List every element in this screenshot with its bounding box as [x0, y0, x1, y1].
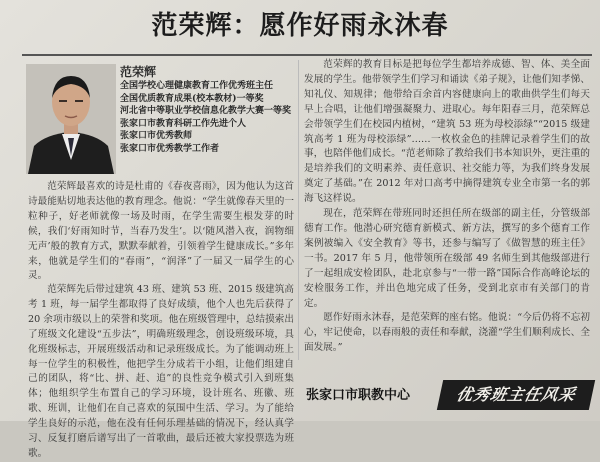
profile-name: 范荣辉 — [120, 65, 157, 79]
column-divider — [298, 60, 299, 360]
title-rule — [22, 54, 592, 56]
paragraph: 范荣辉先后带过建筑 43 班、建筑 53 班、2015 级建筑高考 1 班，每一届学生都取得了良好成绩，他个人也先后获得了 20 余项市级以上的荣誉和奖项。他在班级管理中，总结摸索出了班级文化建设“五步法”，明确班级理念，创设班级环境，具化班级标志，开展班级活动和记录班级成长。为了能调动班上每一位学生的积极性，他把学生分成若干小组，让他们组建自己的团队，将“比、拼、赶、追”的良性竞争模式引入到班集体；他组织学生布置自己的学习环境，设计班名、班徽、班歌、班训，让他们在自己喜欢的氛围中生活、学习。为了能给学生良好的示范，他在没有任何乐理基础的情况下，经认真学习、反复打磨后谱写出了一首歌曲，最后还被大家投票选为班歌。 — [28, 284, 294, 459]
left-column-bottom — [28, 283, 294, 459]
paragraph: 愿作好雨永沐春，是范荣辉的座右铭。他说：“今后仍将不忘初心，牢记使命，以春雨般的责任和奉献，浇灌“学生们顺利成长、全面发展。” — [304, 312, 590, 354]
article-title: 范荣辉：愿作好雨永沐春 — [151, 11, 449, 41]
paragraph: 范荣辉最喜欢的诗是杜甫的《春夜喜雨》，因为他认为这首诗最能贴切地表达他的教育理念。他说：“学生就像春天里的一粒种子，好老师就像一场及时雨，在学生需要生根发芽的时候，我们‘好雨知时节，当春乃发生’。以‘随风潜入夜，润物细无声’般的教育方式，默默奉献着，引领着学生健康成长。”多年来，他就是学生们的“春雨”，“润泽”了一届又一届学生的心灵。 — [28, 181, 294, 282]
footer-column-banner: 优秀班主任风采 — [437, 380, 595, 410]
profile-honor: 张家口市教育科研工作先进个人 — [120, 118, 247, 129]
footer-organization: 张家口市职教中心 — [306, 388, 411, 403]
profile-honor: 张家口市优秀教学工作者 — [120, 143, 220, 154]
right-column — [304, 58, 590, 363]
profile-honor: 河北省中等职业学校信息化教学大赛一等奖 — [120, 106, 292, 117]
portrait-image — [26, 64, 116, 174]
paragraph: 范荣辉的教育目标是把每位学生都培养成德、智、体、美全面发展的学生。他带领学生们学习和诵读《弟子规》，让他们知孝悌、知礼仪、知规律；他带给百余首内容健康向上的歌曲供学生们每天早上合唱，让他们增强凝聚力、进取心。每年阳春三月，范荣辉总会带领学生们在校园内植树，“建筑 53 班为母校添绿”“2015 级建筑高考 1 班为母校添绿”……一枚枚金色的挂牌记录着学生们的故事，也陪伴他们成长。“范老师除了教给我们书本知识外，更注重的是培养我们的文明素养、责任意识、社交能力等，为我们终身发展奠定了基础。”在 2012 年对口高考中摘得建筑专业全市第一名的郭海飞这样说。 — [304, 59, 590, 205]
profile-honor: 张家口市优秀教师 — [120, 131, 193, 142]
profile-honor: 全国优质教育成果(校本教材)一等奖 — [120, 93, 264, 104]
left-column-top — [28, 180, 294, 282]
paragraph: 现在，范荣辉在带班同时还担任所在级部的副主任，分管级部德育工作。他潜心研究德育新模式、新方法，撰写的多个德育工作案例被编入《安全教育》等书，还参与编写了《做智慧的班主任》一书。2017 年 5 月，他带领所在级部 49 名师生到其他级部进行了一起组成安检团队，赴北京参与“一带一路”国际合作高峰论坛的安检服务工作，并出色地完成了任务，受到北京市有关部门的肯定。 — [304, 208, 590, 309]
profile-block — [120, 64, 292, 156]
profile-honor: 全国学校心理健康教育工作优秀班主任 — [120, 81, 274, 91]
portrait-photo — [26, 64, 116, 174]
